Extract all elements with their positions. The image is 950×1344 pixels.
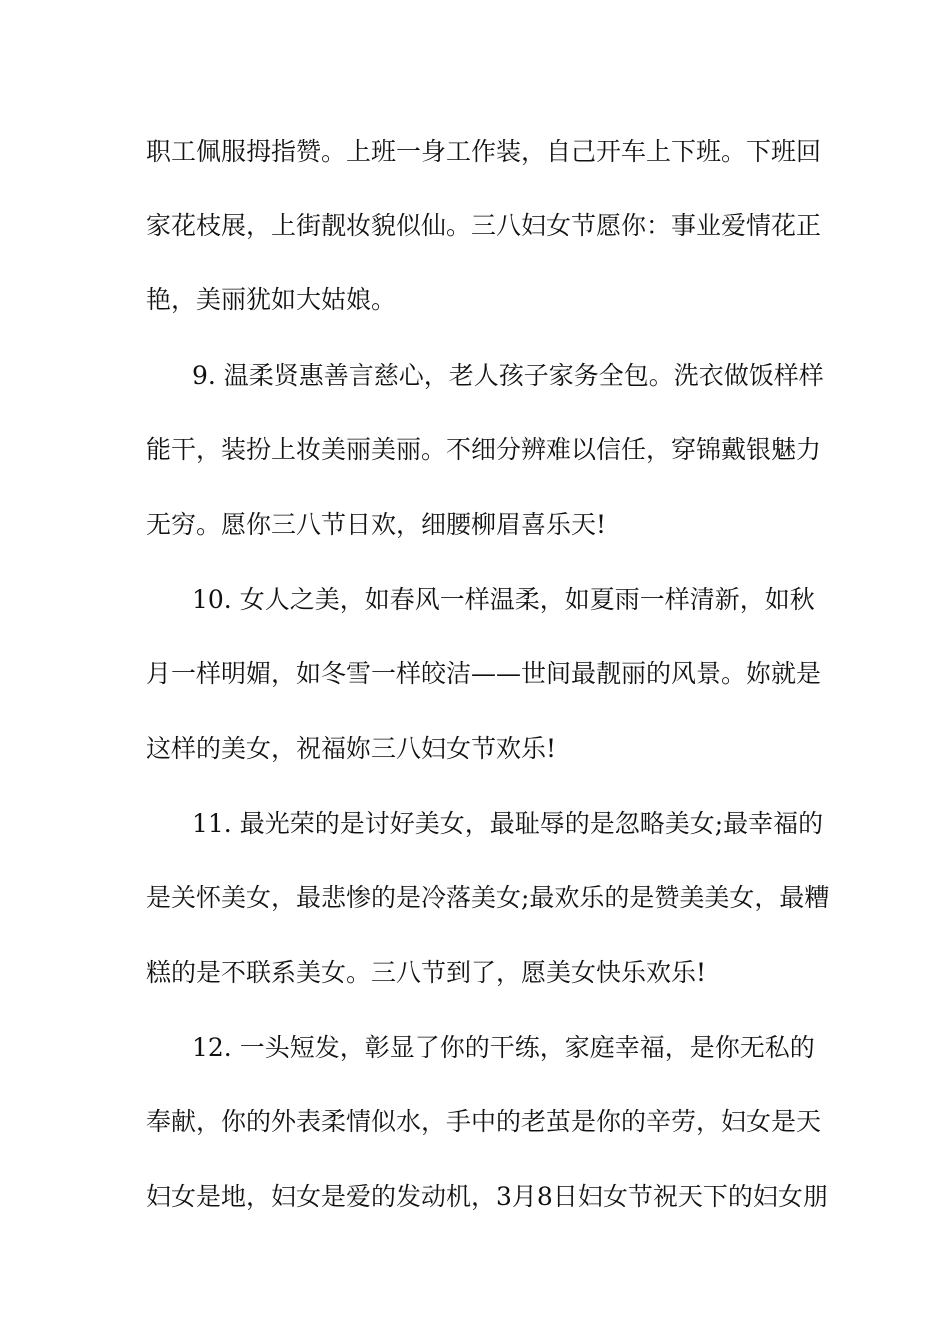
text-line: 糕的是不联系美女。三八节到了，愿美女快乐欢乐! — [146, 958, 707, 987]
paragraph-10-first-line: 10. 女人之美，如春风一样温柔，如夏雨一样清新，如秋 — [192, 585, 815, 614]
text-line: 妇女是地，妇女是爱的发动机，3月8日妇女节祝天下的妇女朋 — [146, 1182, 828, 1211]
paragraph-12-first-line: 12. 一头短发，彰显了你的干练，家庭幸福，是你无私的 — [192, 1033, 815, 1062]
text-line: 能干，装扮上妆美丽美丽。不细分辨难以信任，穿锦戴银魅力 — [146, 435, 822, 464]
text-line: 家花枝展，上街靓妆貌似仙。三八妇女节愿你：事业爱情花正 — [146, 211, 822, 240]
text-line: 无穷。愿你三八节日欢，细腰柳眉喜乐天! — [146, 510, 607, 539]
text-line: 艳，美丽犹如大姑娘。 — [146, 285, 397, 314]
text-line: 月一样明媚，如冬雪一样皎洁——世间最靓丽的风景。妳就是 — [146, 659, 822, 688]
text-line: 这样的美女，祝福妳三八妇女节欢乐! — [146, 734, 557, 763]
text-line: 职工佩服拇指赞。上班一身工作装，自己开车上下班。下班回 — [146, 137, 822, 166]
text-line: 是关怀美女，最悲惨的是冷落美女;最欢乐的是赞美美女，最糟 — [146, 883, 830, 912]
paragraph-11-first-line: 11. 最光荣的是讨好美女，最耻辱的是忽略美女;最幸福的 — [192, 809, 824, 838]
paragraph-9-first-line: 9. 温柔贤惠善言慈心，老人孩子家务全包。洗衣做饭样样 — [192, 361, 824, 390]
text-line: 奉献，你的外表柔情似水，手中的老茧是你的辛劳，妇女是天 — [146, 1107, 822, 1136]
